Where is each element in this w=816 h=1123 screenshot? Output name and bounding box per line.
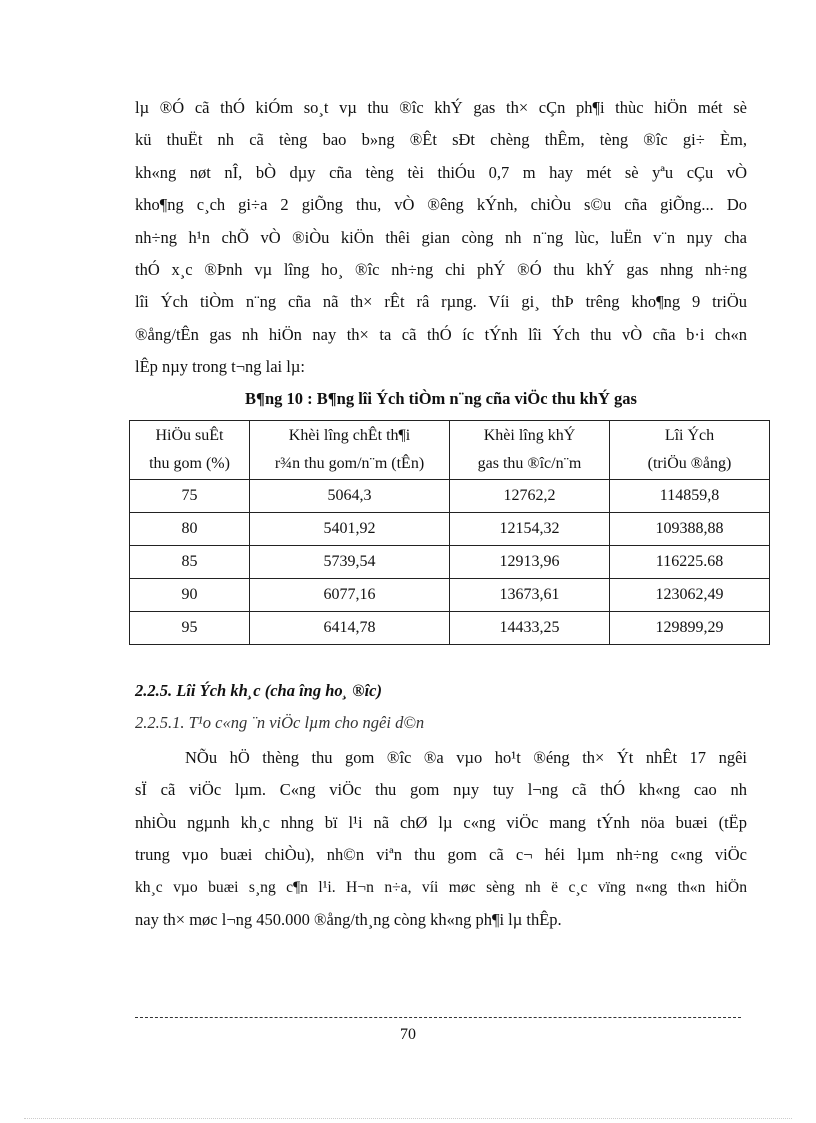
page-number: 70 xyxy=(400,1026,416,1043)
paragraph-intro xyxy=(135,92,747,384)
text-line: lµ ®Ó cã thÓ kiÓm so¸t vµ thu ®îc khÝ gas th× cÇn ph¶i thùc hiÖn mét sè xyxy=(135,98,747,117)
table-cell: 13673,61 xyxy=(450,579,610,612)
text-line: nay th× møc l¬ng 450.000 ®ång/th¸ng còng kh«ng ph¶i lµ thÊp. xyxy=(135,909,562,929)
header-waste-mass xyxy=(250,421,450,480)
header-line: Lîi Ých xyxy=(664,427,715,444)
table-cell: 80 xyxy=(130,513,250,546)
text-line: NÕu hÖ thèng thu gom ®îc ®a vµo ho¹t ®éng th× Ýt nhÊt 17 ngêi xyxy=(185,748,747,767)
text-line: kho¶ng c¸ch gi÷a 2 giÕng thu, vÒ ®êng kÝnh, chiÒu s©u cña giÕng... Do xyxy=(135,195,747,215)
text-line: lîi Ých tiÒm n¨ng cña nã th× rÊt râ rµng. Víi gi¸ thÞ trêng kho¶ng 9 triÖu xyxy=(135,292,747,312)
subsection-heading: 2.2.5.1. T¹o c«ng ¨n viÖc lµm cho ngêi d©n xyxy=(135,713,425,732)
header-gas-mass xyxy=(450,421,610,480)
text-line: lÊp nµy trong t¬ng lai lµ: xyxy=(135,357,305,377)
text-line: thÓ x¸c ®Þnh vµ lîng ho¸ ®îc nh÷ng chi phÝ ®Ó thu khÝ gas nhng nh÷ng xyxy=(135,259,747,279)
text-line: kü thuËt nh cã tèng bao b»ng ®Êt sÐt chèng thÊm, tèng ®îc gi÷ Èm, xyxy=(135,130,747,150)
table-cell: 116225.68 xyxy=(610,546,770,579)
paragraph-employment xyxy=(135,742,747,936)
table-row xyxy=(130,579,770,612)
text-line: sÏ cã viÖc lµm. C«ng viÖc thu gom nµy tuy l¬ng cã thÓ kh«ng cao nh xyxy=(135,780,747,800)
header-line: gas thu ®îc/n¨m xyxy=(477,455,582,472)
header-line: r¾n thu gom/n¨m (tÊn) xyxy=(274,455,425,472)
table-cell: 5739,54 xyxy=(250,546,450,579)
header-efficiency xyxy=(130,421,250,480)
table-cell: 6414,78 xyxy=(250,612,450,645)
header-line: Khèi lîng khÝ xyxy=(483,427,576,444)
text-line: nhiÒu ngµnh kh¸c nhng bï l¹i nã chØ lµ c«ng viÖc mang tÝnh nöa buæi (tËp xyxy=(135,812,747,832)
page-bottom-edge xyxy=(24,1118,792,1119)
header-line: (triÖu ®ång) xyxy=(647,455,732,472)
table-row xyxy=(130,546,770,579)
table-cell: 85 xyxy=(130,546,250,579)
text-line: kh¸c vµo buæi s¸ng c¶n l¹i. H¬n n÷a, víi møc sèng nh ë c¸c vïng n«ng th«n hiÖn xyxy=(135,878,747,896)
table-cell: 95 xyxy=(130,612,250,645)
table-row xyxy=(130,480,770,513)
text-line: trung vµo buæi chiÒu), nh©n viªn thu gom cã c¬ héi lµm nh÷ng c«ng viÖc xyxy=(135,845,747,865)
header-benefit xyxy=(610,421,770,480)
table-cell: 12762,2 xyxy=(450,480,610,513)
header-line: thu gom (%) xyxy=(149,455,230,472)
header-line: Khèi lîng chÊt th¶i xyxy=(288,427,411,444)
section-heading: 2.2.5. Lîi Ých kh¸c (cha îng ho¸ ®îc) xyxy=(135,681,382,700)
text-line: kh«ng nøt nÎ, bÒ dµy cña tèng tèi thiÓu 0,7 m hay mét sè yªu cÇu vÒ xyxy=(135,162,747,182)
table-caption: B¶ng 10 : B¶ng lîi Ých tiÒm n¨ng cña viÖc thu khÝ gas xyxy=(245,389,637,408)
footer-divider xyxy=(135,1017,741,1018)
table-cell: 129899,29 xyxy=(610,612,770,645)
table-cell: 109388,88 xyxy=(610,513,770,546)
table-row xyxy=(130,612,770,645)
text-line: ®ång/tÊn gas nh hiÖn nay th× ta cã thÓ íc tÝnh lîi Ých thu vÒ cña b·i ch«n xyxy=(135,324,747,344)
table-cell: 12154,32 xyxy=(450,513,610,546)
table-cell: 75 xyxy=(130,480,250,513)
header-line: HiÖu suÊt xyxy=(155,427,224,444)
table-cell: 6077,16 xyxy=(250,579,450,612)
table-cell: 114859,8 xyxy=(610,480,770,513)
table-cell: 123062,49 xyxy=(610,579,770,612)
table-cell: 5064,3 xyxy=(250,480,450,513)
text-line: nh÷ng h¹n chÕ vÒ ®iÒu kiÖn thêi gian còng nh n¨ng lùc, luËn v¨n nµy cha xyxy=(135,227,747,247)
table-row xyxy=(130,513,770,546)
table-cell: 12913,96 xyxy=(450,546,610,579)
table-header-row xyxy=(130,421,770,480)
table-cell: 14433,25 xyxy=(450,612,610,645)
benefit-table xyxy=(129,420,770,645)
table-cell: 90 xyxy=(130,579,250,612)
table-cell: 5401,92 xyxy=(250,513,450,546)
